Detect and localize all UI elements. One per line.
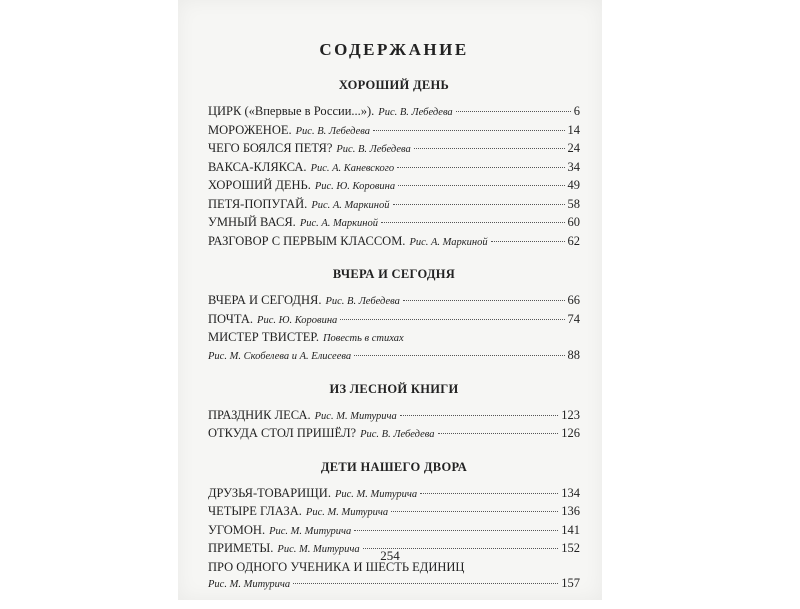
toc-entry [208, 103, 580, 122]
entry-illustrator: Рис. В. Лебедева [378, 107, 453, 118]
entry-illustrator: Рис. Ю. Коровина [257, 314, 338, 326]
entry-page: 123 [561, 407, 580, 422]
entry-illustrator: Рис. В. Лебедева [336, 144, 411, 155]
dot-leader [403, 300, 565, 301]
entry-title: ВАКСА-КЛЯКСА. [208, 159, 307, 174]
dot-leader [391, 511, 558, 512]
section-deti-nashego-dvora [208, 460, 580, 594]
dot-leader [491, 241, 565, 242]
book-page [178, 0, 602, 600]
entry-page: 58 [567, 196, 580, 211]
entry-title: ПРО ОДНОГО УЧЕНИКА И ШЕСТЬ ЕДИНИЦ [208, 559, 465, 574]
toc-entry [208, 522, 580, 541]
entry-page: 24 [567, 141, 580, 155]
entry-illustrator: Рис. А. Маркиной [409, 236, 488, 248]
section-vchera-i-segodnya [208, 267, 580, 366]
entry-page: 14 [567, 122, 580, 137]
dot-leader [400, 415, 558, 416]
entry-title: ДРУЗЬЯ-ТОВАРИЩИ. [208, 485, 331, 500]
entry-illustrator: Рис. М. Митурича [314, 410, 397, 422]
dot-leader [354, 355, 564, 356]
dot-leader [456, 111, 571, 112]
toc-entry [208, 122, 580, 141]
entry-page: 62 [567, 233, 580, 248]
toc-entry [208, 485, 580, 504]
toc-entry-multiline-title [208, 329, 580, 347]
toc-entry [208, 196, 580, 215]
dot-leader [414, 148, 565, 149]
entry-title: ХОРОШИЙ ДЕНЬ. [208, 178, 311, 192]
entry-title: УГОМОН. [208, 522, 266, 537]
entry-illustrator: Рис. М. Митурича [334, 488, 418, 500]
entry-title: ЧЕГО БОЯЛСЯ ПЕТЯ? [208, 141, 333, 155]
dot-leader [340, 319, 564, 320]
dot-leader [293, 583, 558, 584]
dot-leader [397, 167, 564, 168]
entry-title: ПОЧТА. [208, 311, 254, 326]
toc-entry [208, 407, 580, 426]
toc-entry-multiline-illustrator [208, 575, 580, 594]
dot-leader [393, 204, 565, 205]
entry-page: 141 [561, 522, 580, 537]
dot-leader [438, 433, 559, 434]
toc-entry [208, 214, 580, 233]
entry-title: ПРИМЕТЫ. [208, 541, 274, 555]
entry-page: 126 [561, 426, 580, 440]
section-heading: ХОРОШИЙ ДЕНЬ [338, 78, 450, 92]
entry-page: 49 [567, 178, 580, 192]
toc-entry [208, 425, 580, 444]
section-khoroshiy-den [208, 78, 580, 251]
entry-page: 134 [561, 485, 580, 500]
toc-entry [208, 140, 580, 159]
toc-entry [208, 159, 580, 178]
section-heading: ВЧЕРА И СЕГОДНЯ [332, 267, 456, 281]
entry-illustrator: Рис. В. Лебедева [325, 296, 400, 307]
entry-title: ЦИРК («Впервые в России...»). [208, 104, 375, 118]
entry-illustrator: Рис. А. Маркиной [299, 218, 379, 229]
entry-illustrator: Рис. Ю. Коровина [314, 181, 396, 192]
entry-illustrator: Рис. А. Каневского [310, 162, 395, 174]
entry-page: 152 [561, 541, 580, 555]
toc-entry [208, 233, 580, 252]
entry-page: 60 [567, 215, 580, 229]
entry-page: 74 [567, 311, 580, 326]
entry-page: 136 [561, 504, 580, 518]
toc-title: СОДЕРЖАНИЕ [319, 40, 469, 59]
entry-illustrator: Рис. А. Маркиной [311, 199, 390, 211]
entry-illustrator: Рис. М. Скобелева и А. Елисеева [208, 351, 352, 362]
toc-entry [208, 292, 580, 311]
dot-leader [398, 185, 564, 186]
entry-illustrator: Рис. В. Лебедева [295, 125, 371, 137]
entry-title: ЧЕТЫРЕ ГЛАЗА. [208, 504, 302, 518]
entry-title: ПРАЗДНИК ЛЕСА. [208, 407, 311, 422]
entry-page: 157 [561, 575, 580, 590]
entry-title: УМНЫЙ ВАСЯ. [208, 215, 296, 229]
table-of-contents [208, 40, 580, 609]
toc-entry [208, 177, 580, 196]
dot-leader [373, 130, 564, 131]
entry-title: РАЗГОВОР С ПЕРВЫМ КЛАССОМ. [208, 233, 406, 248]
entry-title: МИСТЕР ТВИСТЕР. [208, 330, 319, 344]
entry-note: Повесть в стихах [322, 333, 404, 344]
section-heading: ИЗ ЛЕСНОЙ КНИГИ [329, 381, 459, 396]
entry-page: 34 [567, 159, 580, 174]
entry-title: ПЕТЯ-ПОПУГАЙ. [208, 196, 308, 211]
entry-page: 66 [567, 293, 580, 307]
entry-title: ОТКУДА СТОЛ ПРИШЁЛ? [208, 426, 357, 440]
entry-page: 88 [567, 348, 580, 362]
entry-page: 6 [573, 104, 580, 118]
entry-title: МОРОЖЕНОЕ. [208, 122, 292, 137]
section-heading: ДЕТИ НАШЕГО ДВОРА [320, 459, 468, 474]
toc-entry-multiline-illustrator [208, 347, 580, 366]
dot-leader [420, 493, 558, 494]
dot-leader [354, 530, 558, 531]
entry-illustrator: Рис. В. Лебедева [360, 429, 435, 440]
entry-illustrator: Рис. М. Митурича [208, 578, 291, 590]
entry-illustrator: Рис. М. Митурича [305, 507, 389, 518]
toc-entry [208, 503, 580, 522]
dot-leader [381, 222, 564, 223]
toc-entry [208, 311, 580, 330]
page-number: 254 [380, 548, 400, 563]
entry-title: ВЧЕРА И СЕГОДНЯ. [208, 293, 322, 307]
entry-illustrator: Рис. М. Митурича [269, 525, 352, 537]
entry-illustrator: Рис. М. Митурича [277, 544, 360, 555]
section-iz-lesnoy-knigi [208, 382, 580, 444]
